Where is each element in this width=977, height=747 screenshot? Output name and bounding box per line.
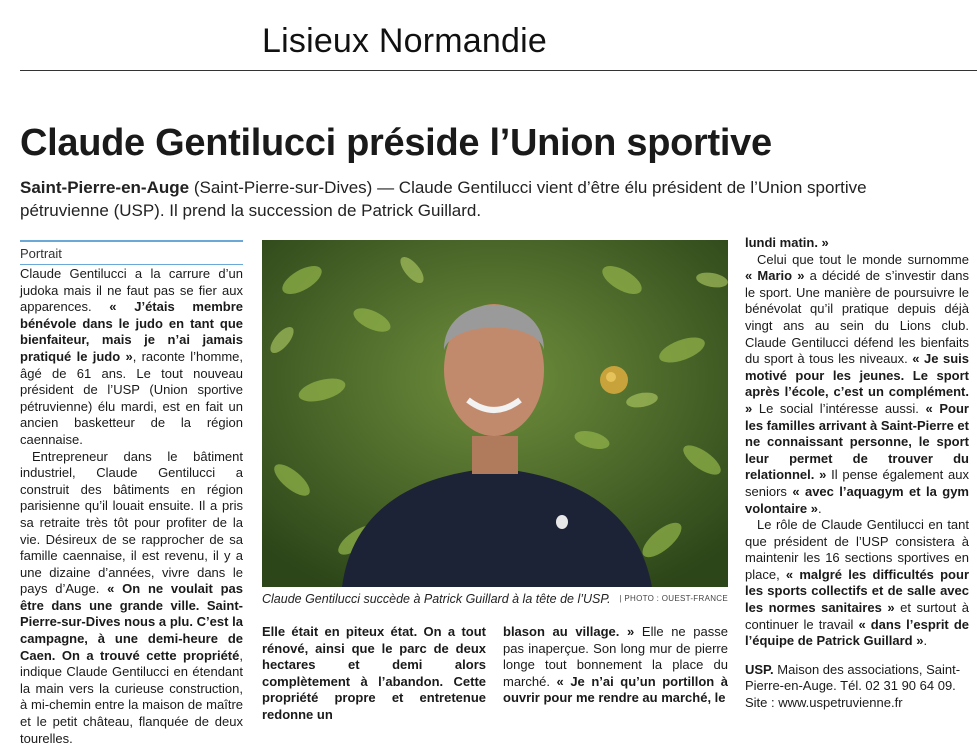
quote: « malgré les difficultés pour les sports collectifs et de salle avec les normes sanitaires » — [745, 566, 970, 616]
usp-details: Maison des associations, Saint-Pierre-en-Auge. Tél. 02 31 90 64 09. Site : www.uspetruvienne.fr — [745, 661, 961, 711]
usp-label: USP. — [745, 661, 774, 677]
text-run: Entrepreneur dans le bâtiment industriel, Claude Gentilucci a construit des bâtiments en région parisienne qu’il louait ensuite. Il a pris sa retraite très tôt pour profiter de la vie. Désireux de se rapprocher de sa famille caennaise, il est revenu, il y a une dizaine d’années, vivre dans le pays d’Auge. — [20, 448, 243, 597]
text-run: Celui que tout le monde surnomme — [757, 251, 969, 267]
text-run: Il pense également aux seniors — [745, 467, 969, 499]
photo-credit: | PHOTO : OUEST-FRANCE — [619, 594, 728, 603]
deck-place-detail: (Saint-Pierre-sur-Dives) — — [189, 178, 395, 197]
paragraph — [745, 517, 969, 650]
paragraph — [20, 449, 243, 747]
photo-caption — [262, 592, 728, 606]
text-run: a décidé de s’investir dans le sport. Une manière de poursuivre le bénévolat qu’il pratique depuis déjà vingt ans au sein du Lions club. Claude Gentilucci défend les bienfaits du sport à tous les niveaux. — [745, 268, 969, 367]
quote: « Je n’ai qu’un portillon à ouvrir pour me rendre au marché, le — [503, 673, 728, 706]
quote: « avec l’aquagym et la gym volontaire » — [745, 483, 969, 516]
column-1 — [20, 266, 243, 747]
paragraph — [20, 266, 243, 449]
section-title: Lisieux Normandie — [262, 22, 547, 60]
paragraph — [503, 624, 728, 707]
rubric-label: Portrait — [20, 246, 62, 261]
quote: « Mario » — [745, 268, 805, 284]
text-run: Elle ne passe pas inaperçue. Son long mur de pierre longe tout bonnement la place du marché. — [503, 624, 728, 689]
quote: « On ne voulait pas être dans une grande ville. Saint-Pierre-sur-Dives nous a plu. C’est la campagne, à une demi-heure de Caen. On a trouvé cette propriété — [20, 581, 243, 663]
quote: « Pour les familles arrivant à Saint-Pierre et ne connaissant personne, le sport leur permet de trouver du relationnel. » — [745, 400, 969, 483]
rubric — [20, 240, 243, 265]
column-4 — [745, 235, 969, 712]
text-run: . — [923, 633, 928, 649]
deck-text: Claude Gentilucci vient d’être élu président de l’Union sportive pétruvienne (USP). Il prend la succession de Patrick Guillard. — [20, 178, 867, 220]
column-2 — [262, 624, 486, 724]
quote: « J’étais membre bénévole dans le judo en tant que bienfaiteur, mais je n’ai jamais pratiqué le judo » — [20, 299, 243, 364]
article-deck — [20, 176, 940, 222]
paragraph — [262, 624, 486, 724]
header-divider — [20, 70, 977, 71]
text-run: , raconte l’homme, âgé de 61 ans. Le tout nouveau président de l’USP (Union sportive pétruvienne) élu mardi, est en fait un ancien basketteur de la région caennaise. — [20, 348, 243, 447]
rubric-underline — [20, 264, 243, 265]
paragraph — [745, 235, 969, 252]
quote: lundi matin. » — [745, 235, 829, 250]
text-run: Le rôle de Claude Gentilucci en tant que président de l’USP consistera à maintenir les 16 sections sportives en place, — [745, 517, 969, 582]
text-run: et surtout à continuer le travail — [745, 600, 969, 632]
quote: « Je suis motivé pour les jeunes. Le sport après l’école, c’est un complément. » — [745, 351, 969, 416]
article-headline: Claude Gentilucci préside l’Union sportive — [20, 122, 772, 164]
portrait-photo — [262, 240, 728, 587]
photo-illustration — [262, 240, 728, 587]
quote: « dans l’esprit de l’équipe de Patrick Guillard » — [745, 616, 969, 649]
column-3 — [503, 624, 728, 707]
caption-text: Claude Gentilucci succède à Patrick Guillard à la tête de l’USP. — [262, 592, 611, 606]
paragraph — [745, 252, 969, 518]
deck-place: Saint-Pierre-en-Auge — [20, 178, 190, 197]
text-run: . — [817, 500, 822, 516]
usp-info — [745, 662, 969, 712]
text-run: , indique Claude Gentilucci en étendant la main vers la curieuse construction, à mi-chemin entre la maison de maître et le petit château, flanquée de deux tourelles. — [20, 647, 243, 746]
quote: Elle était en piteux état. On a tout rénové, ainsi que le parc de deux hectares et demi alors complètement à l’abandon. Cette propriété propre et entretenue redonne un — [262, 624, 486, 722]
quote: blason au village. » — [503, 624, 635, 639]
text-run: Claude Gentilucci a la carrure d’un judoka mais il ne faut pas se fier aux apparences. — [20, 266, 243, 315]
text-run: Le social l’intéresse aussi. — [752, 400, 926, 416]
